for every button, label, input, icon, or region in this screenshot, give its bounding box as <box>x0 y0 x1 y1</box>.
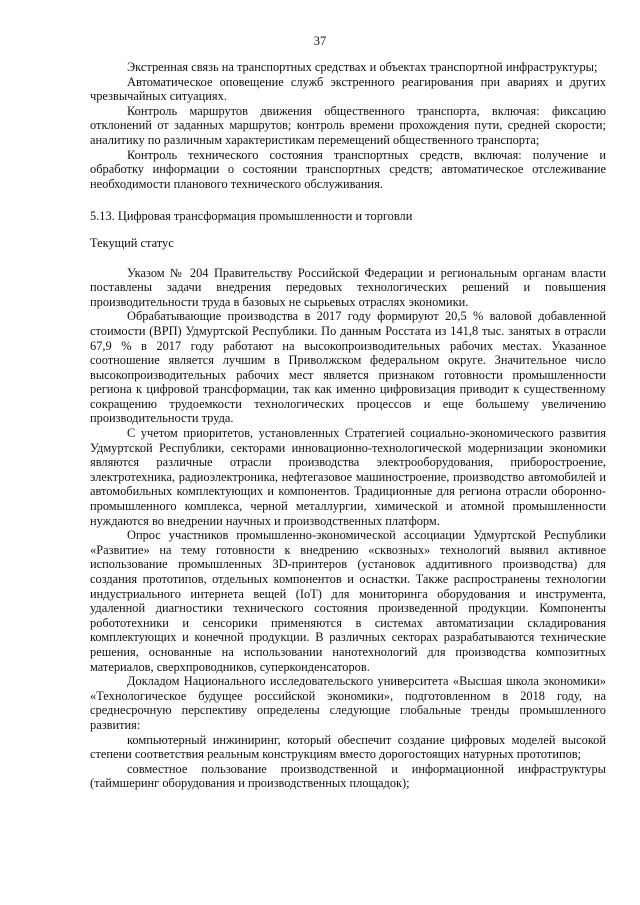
paragraph-shared-infrastructure: совместное пользование производственной и информационной инфраструктуры (таймшеринг оборудования и производственных площадок); <box>90 761 606 791</box>
paragraph-hse-report: Докладом Национального исследовательского университета «Высшая школа экономики» «Технологическое будущее российской экономики», подготовленном в 2018 году, на среднесрочную перспективу определены следующие глобальные тренды промышленного развития: <box>90 674 606 732</box>
subheading-current-status: Текущий статус <box>90 235 174 250</box>
paragraph-technical-condition-control: Контроль технического состояния транспортных средств, включая: получение и обработку информации о состоянии транспортных средств; автоматическое отслеживание необходимости планового технического обслуживания. <box>90 147 606 191</box>
paragraph-route-control: Контроль маршрутов движения общественного транспорта, включая: фиксацию отклонений от заданных маршрутов; контроль времени прохождения пути, средней скорости; аналитику по различным характеристикам перемещений общественного транспорта; <box>90 103 606 147</box>
paragraph-decree-204: Указом № 204 Правительству Российской Федерации и региональным органам власти поставлены задачи внедрения передовых технологических решений и повышения производительности труда в базовых не сырьевых отраслях экономики. <box>90 265 606 309</box>
paragraph-manufacturing-share: Обрабатывающие производства в 2017 году формируют 20,5 % валовой добавленной стоимости (ВРП) Удмуртской Республики. По данным Росстата из 141,8 тыс. занятых в отрасли 67,9 % в 2017 году работают на высокопроизводительных рабочих местах. Указанное соотношение является лучшим в Приволжском федеральном округе. Значительное число высокопроизводительных рабочих мест является признаком готовности промышленности региона к цифровой трансформации, так как именно цифровизация приводит к существенному сокращению трудоемкости технологических процессов и еще большему увеличению производительности труда. <box>90 309 606 426</box>
paragraph-association-survey: Опрос участников промышленно-экономической ассоциации Удмуртской Республики «Развитие» на тему готовности к внедрению «сквозных» технологий выявил активное использование промышленных 3D-принтеров (установок аддитивного производства) для создания прототипов, отдельных компонентов и оснастки. Также распространены технологии индустриального интернета вещей (IoT) для мониторинга оборудования и инструмента, удаленной диагностики технического состояния произведенной продукции. Компоненты робототехники и сенсорики применяются в системах автоматизации складирования комплектующих и конечной продукции. В различных секторах разрабатываются технические решения, основанные на использовании нанотехнологий для производства композитных материалов, сверхпроводников, суперконденсаторов. <box>90 528 606 674</box>
paragraph-computer-engineering: компьютерный инжиниринг, который обеспечит создание цифровых моделей высокой степени соответствия реальным конструкциям вместо дорогостоящих натурных прототипов; <box>90 732 606 762</box>
paragraph-strategy-priorities: С учетом приоритетов, установленных Стратегией социально-экономического развития Удмуртской Республики, секторами инновационно-технологической модернизации экономики являются различные отрасли производства электрооборудования, приборостроение, электротехника, радиоэлектроника, нефтегазовое машиностроение, производство автомобилей и автомобильных комплектующих и компонентов. Традиционные для региона отрасли оборонно-промышленного комплекса, черной металлургии, химической и атомной промышленности нуждаются во внедрении научных и производственных платформ. <box>90 426 606 528</box>
section-heading: 5.13. Цифровая трансформация промышленности и торговли <box>90 209 413 224</box>
page-number: 37 <box>313 34 327 48</box>
page-body <box>90 60 606 791</box>
paragraph-emergency-notification: Автоматическое оповещение служб экстренного реагирования при авариях и других чрезвычайных ситуациях. <box>90 74 606 104</box>
paragraph-emergency-communication: Экстренная связь на транспортных средствах и объектах транспортной инфраструктуры; <box>127 60 598 74</box>
